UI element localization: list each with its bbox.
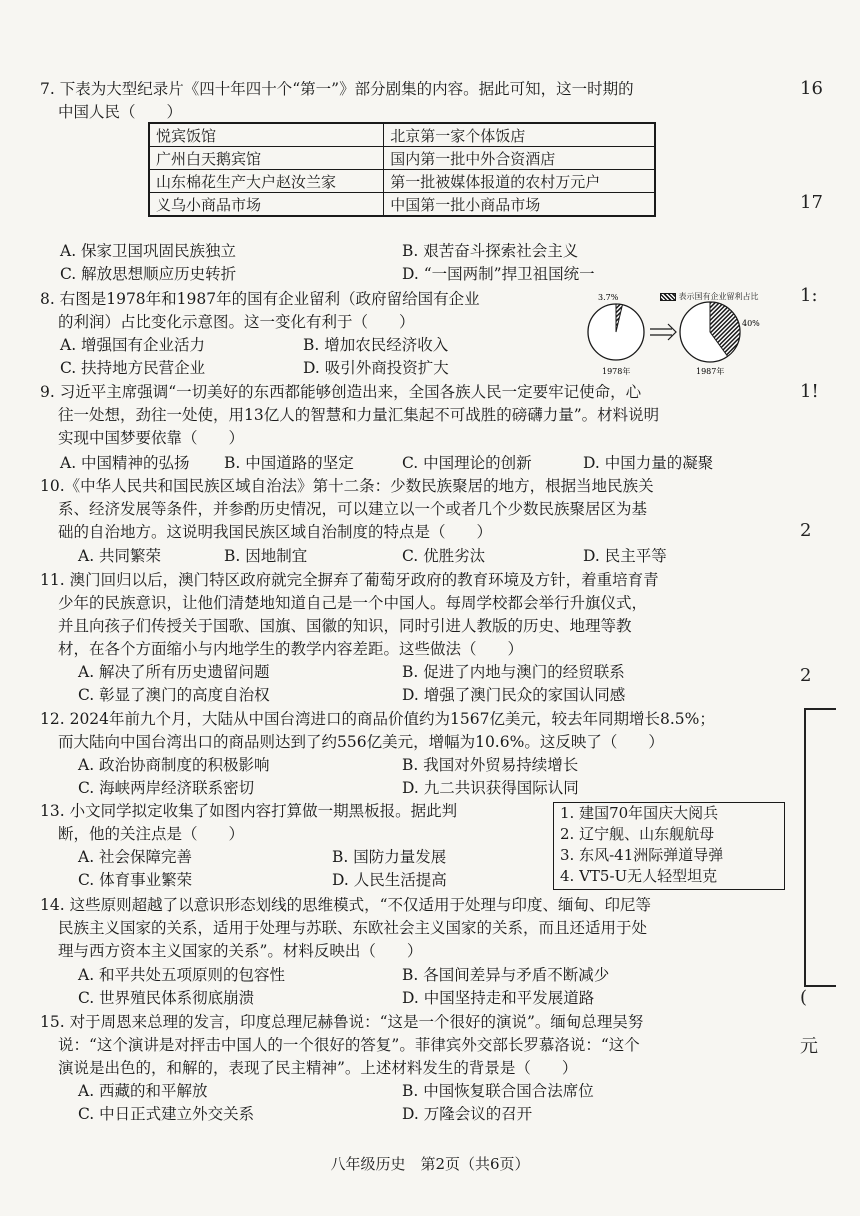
q8-option-a[interactable]: A. 增强国有企业活力 [60,336,206,354]
q7-stem-line1: 7. 下表为大型纪录片《四十年四十个“第一”》部分剧集的内容。据此可知，这一时期的 [40,80,634,98]
table-cell: 广州白天鹅宾馆 [149,147,384,170]
table-cell: 山东棉花生产大户赵汝兰家 [149,170,384,193]
table-cell: 第一批被媒体报道的农村万元户 [384,170,655,193]
q7-option-c[interactable]: C. 解放思想顺应历史转折 [60,265,237,283]
q10-stem-line1: 10.《中华人民共和国民族区域自治法》第十二条：少数民族聚居的地方，根据当地民族关 [40,477,654,495]
q9-stem-line1: 9. 习近平主席强调“一切美好的东西都能够创造出来，全国各族人民一定要牢记使命，心 [40,383,642,401]
table-cell: 中国第一批小商品市场 [384,193,655,217]
q13-option-b[interactable]: B. 国防力量发展 [332,848,447,866]
q13-stem-line2: 断，他的关注点是（ ） [58,825,245,843]
edge-fragment: 1: [800,285,818,306]
pie-1987-value-label: 40% [742,319,760,328]
q8-stem-line2: 的利润）占比变化示意图。这一变化有利于（ ） [58,313,415,331]
q7-option-a[interactable]: A. 保家卫国巩固民族独立 [60,242,237,260]
q14-stem-line1: 14. 这些原则超越了以意识形态划线的思维模式，“不仅适用于处理与印度、缅甸、印尼等 [40,896,652,914]
q9-option-d[interactable]: D. 中国力量的凝聚 [583,454,714,472]
table-row [149,123,655,147]
box-item: 2. 辽宁舰、山东舰航母 [560,825,715,843]
q12-option-a[interactable]: A. 政治协商制度的积极影响 [78,756,270,774]
q10-option-b[interactable]: B. 因地制宜 [224,547,308,565]
edge-fragment: 元 [800,1036,818,1057]
table-cell: 义乌小商品市场 [149,193,384,217]
q15-stem-line2: 说：“这个演讲是对抨击中国人的一个很好的答复”。菲律宾外交部长罗慕洛说：“这个 [58,1036,640,1054]
q14-option-c[interactable]: C. 世界殖民体系彻底崩溃 [78,989,255,1007]
q7-stem-line2: 中国人民（ ） [58,103,183,121]
pie-1978-value-label: 3.7% [598,293,619,302]
q13-option-a[interactable]: A. 社会保障完善 [78,848,193,866]
box-item: 1. 建国70年国庆大阅兵 [560,804,719,822]
q15-stem-line1: 15. 对于周恩来总理的发言，印度总理尼赫鲁说：“这是一个很好的演说”。缅甸总理吴努 [40,1013,644,1031]
table-row [149,147,655,170]
q15-option-d[interactable]: D. 万隆会议的召开 [402,1105,533,1123]
q14-stem-line3: 理与西方资本主义国家的关系”。材料反映出（ ） [58,942,423,960]
q8-pie-figure [578,286,778,376]
q12-option-d[interactable]: D. 九二共识获得国际认同 [402,779,579,797]
q9-option-c[interactable]: C. 中国理论的创新 [402,454,532,472]
edge-fragment: 16 [800,78,823,99]
q11-stem-line3: 并且向孩子们传授关于国歌、国旗、国徽的知识，同时引进人教版的历史、地理等教 [58,617,632,635]
q11-option-d[interactable]: D. 增强了澳门民众的家国认同感 [402,686,626,704]
q8-stem-line1: 8. 右图是1978年和1987年的国有企业留利（政府留给国有企业 [40,290,480,308]
q15-stem-line3: 演说是出色的，和解的，表现了民主精神”。上述材料发生的背景是（ ） [58,1059,578,1077]
q11-option-a[interactable]: A. 解决了所有历史遗留问题 [78,663,270,681]
q14-option-b[interactable]: B. 各国间差异与矛盾不断减少 [402,966,610,984]
q7-option-d[interactable]: D. “一国两制”捍卫祖国统一 [402,265,595,283]
q7-option-b[interactable]: B. 艰苦奋斗探索社会主义 [402,242,579,260]
box-item: 3. 东风-41洲际弹道导弹 [560,846,724,864]
q13-option-c[interactable]: C. 体育事业繁荣 [78,871,193,889]
q9-stem-line3: 实现中国梦要依靠（ ） [58,429,245,447]
q13-option-d[interactable]: D. 人民生活提高 [332,871,447,889]
q15-option-a[interactable]: A. 西藏的和平解放 [78,1082,208,1100]
pie-1978-year-label: 1978年 [602,367,631,376]
q14-option-a[interactable]: A. 和平共处五项原则的包容性 [78,966,286,984]
q13-blackboard-box [553,802,785,890]
edge-fragment: 1! [800,381,819,402]
box-item: 4. VT5-U无人轻型坦克 [560,867,718,885]
q10-option-d[interactable]: D. 民主平等 [583,547,667,565]
q11-option-c[interactable]: C. 彰显了澳门的高度自治权 [78,686,270,704]
q11-stem-line1: 11. 澳门回归以后，澳门特区政府就完全摒弃了葡萄牙政府的教育环境及方针，着重培育青 [40,571,659,589]
q9-stem-line2: 往一处想，劲往一处使，用13亿人的智慧和力量汇集起不可战胜的磅礴力量”。材料说明 [58,406,660,424]
q11-stem-line2: 少年的民族意识，让他们清楚地知道自己是一个中国人。每周学校都会举行升旗仪式， [58,594,648,612]
table-cell: 北京第一家个体饭店 [384,123,655,147]
q12-option-c[interactable]: C. 海峡两岸经济联系密切 [78,779,255,797]
q11-option-b[interactable]: B. 促进了内地与澳门的经贸联系 [402,663,625,681]
q12-stem-line2: 而大陆向中国台湾出口的商品则达到了约556亿美元，增幅为10.6%。这反映了（ ） [58,733,664,751]
table-row [149,193,655,217]
page-footer: 八年级历史 第2页（共6页） [330,1155,530,1173]
q15-option-b[interactable]: B. 中国恢复联合国合法席位 [402,1082,594,1100]
q7-table [148,122,656,217]
q12-stem-line1: 12. 2024年前九个月，大陆从中国台湾进口的商品价值约为1567亿美元，较去年同期增长8.5%； [40,710,715,728]
q10-option-a[interactable]: A. 共同繁荣 [78,547,162,565]
edge-fragment: 17 [800,192,823,213]
legend-label: 表示国有企业留利占比 [678,292,759,301]
q10-stem-line2: 系、经济发展等条件，并参酌历史情况，可以建立以一个或者几个少数民族聚居区为基 [58,500,648,518]
q9-option-a[interactable]: A. 中国精神的弘扬 [60,454,190,472]
edge-fragment: 2 [800,665,812,686]
q10-option-c[interactable]: C. 优胜劣汰 [402,547,486,565]
q8-option-c[interactable]: C. 扶持地方民营企业 [60,359,206,377]
table-row [149,170,655,193]
pie-1987-year-label: 1987年 [696,367,725,376]
q10-stem-line3: 础的自治地方。这说明我国民族区域自治制度的特点是（ ） [58,523,493,541]
edge-fragment: ( [800,987,808,1008]
q14-stem-line2: 民族主义国家的关系，适用于处理与苏联、东欧社会主义国家的关系，而且还适用于处 [58,919,648,937]
table-cell: 悦宾饭馆 [149,123,384,147]
q8-option-d[interactable]: D. 吸引外商投资扩大 [303,359,449,377]
q8-option-b[interactable]: B. 增加农民经济收入 [303,336,449,354]
edge-fragment: 2 [800,520,812,541]
arrow-icon [650,324,676,340]
q13-stem-line1: 13. 小文同学拟定收集了如图内容打算做一期黑板报。据此判 [40,802,458,820]
q15-option-c[interactable]: C. 中日正式建立外交关系 [78,1105,255,1123]
edge-bracket [804,708,836,987]
q11-stem-line4: 材，在各个方面缩小与内地学生的教学内容差距。这些做法（ ） [58,640,524,658]
table-cell: 国内第一批中外合资酒店 [384,147,655,170]
q9-option-b[interactable]: B. 中国道路的坚定 [224,454,354,472]
q12-option-b[interactable]: B. 我国对外贸易持续增长 [402,756,579,774]
q14-option-d[interactable]: D. 中国坚持走和平发展道路 [402,989,595,1007]
